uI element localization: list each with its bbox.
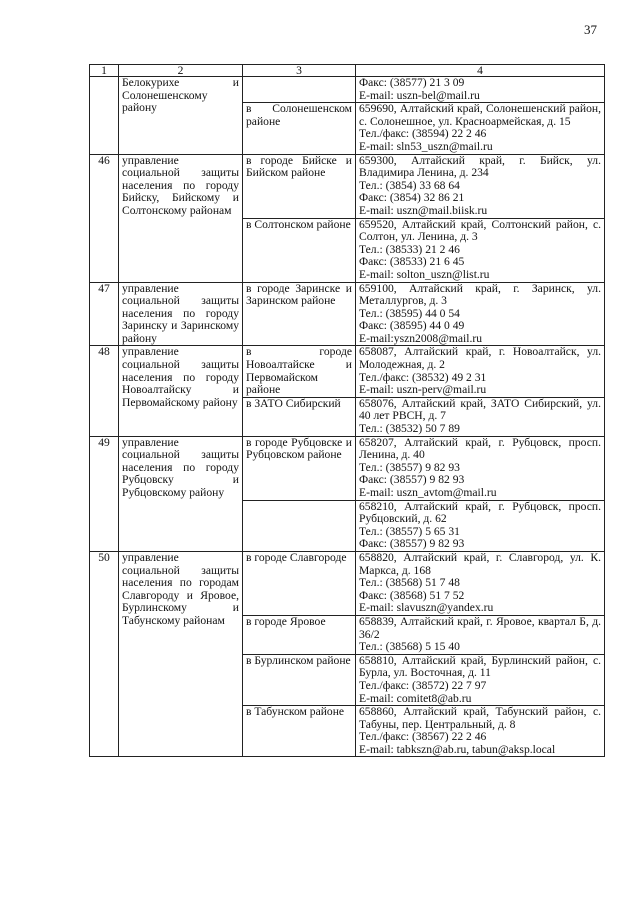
contact-line: Факс: (3854) 32 86 21 (359, 191, 465, 205)
table-row (90, 346, 605, 397)
contact-line: Тел.: (38595) 44 0 54 (359, 306, 460, 320)
contact-line: E-mail: uszn_avtom@mail.ru (359, 486, 497, 499)
district-name: в городе Новоалтайске и Первомайском районе (243, 346, 356, 397)
contact-info (356, 103, 605, 154)
contact-line: E-mail: tabkszn@ab.ru, tabun@aksp.local (359, 742, 556, 756)
contact-line: Тел.: (38532) 50 7 89 (359, 422, 460, 436)
contact-info (356, 706, 605, 757)
contact-line: 658087, Алтайский край, г. Новоалтайск, ул. Молодежная, д. 2 (359, 345, 601, 372)
contact-line: Тел./факс: (38572) 22 7 97 (359, 678, 487, 692)
row-number (90, 77, 119, 155)
contact-line: Тел.: (38557) 9 82 93 (359, 460, 460, 474)
column-header-4: 4 (356, 65, 605, 77)
table-row (90, 282, 605, 346)
district-name (243, 500, 356, 551)
column-header-2: 2 (119, 65, 243, 77)
contact-line: 658820, Алтайский край, г. Славгород, ул. К. Маркса, д. 168 (359, 550, 601, 577)
department-name: управление социальной защиты населения по городу Бийску, Бийскому и Солтонскому районам (119, 154, 243, 282)
district-name: в ЗАТО Сибирский (243, 397, 356, 436)
contact-info (356, 436, 605, 500)
contact-info (356, 346, 605, 397)
page-number: 37 (584, 22, 597, 37)
district-name: в городе Яровое (243, 615, 356, 654)
contact-line: Тел.: (3854) 33 68 64 (359, 178, 460, 192)
district-name: в городе Славгороде (243, 551, 356, 615)
contact-line: Тел./факс: (38594) 22 2 46 (359, 127, 487, 141)
contact-line: E-mail: sln53_uszn@mail.ru (359, 139, 493, 153)
table-row (90, 154, 605, 218)
contact-line: 659100, Алтайский край, г. Заринск, ул. Металлургов, д. 3 (359, 281, 601, 308)
contact-line: E-mail: slavuszn@yandex.ru (359, 601, 494, 615)
contact-line: Тел.: (38568) 51 7 48 (359, 576, 460, 590)
contact-line: Тел./факс: (38567) 22 2 46 (359, 730, 487, 744)
contact-line: Факс: (38533) 21 6 45 (359, 255, 465, 269)
contact-line: Факс: (38568) 51 7 52 (359, 588, 465, 602)
contact-line: Тел.: (38568) 5 15 40 (359, 640, 460, 654)
district-name: в Солонешенском районе (243, 103, 356, 154)
district-name (243, 77, 356, 103)
social-protection-table (89, 64, 605, 757)
district-name: в городе Бийске и Бийском районе (243, 154, 356, 218)
contact-line: 658210, Алтайский край, г. Рубцовск, просп. Рубцовский, д. 62 (359, 499, 601, 526)
contact-line: Тел./факс: (38532) 49 2 31 (359, 370, 487, 384)
contact-line: 658076, Алтайский край, ЗАТО Сибирский, ул. 40 лет РВСН, д. 7 (359, 396, 601, 423)
contact-line: Факс: (38557) 9 82 93 (359, 473, 465, 487)
contact-line: Факс: (38595) 44 0 49 (359, 319, 465, 333)
district-name: в Бурлинском районе (243, 654, 356, 705)
column-header-3: 3 (243, 65, 356, 77)
contact-line: 658839, Алтайский край, г. Яровое, квартал Б, д. 36/2 (359, 614, 601, 641)
department-name: управление социальной защиты населения по городу Заринску и Заринскому району (119, 282, 243, 346)
table-row (90, 77, 605, 103)
column-header-1: 1 (90, 65, 119, 77)
table-body (90, 65, 605, 757)
contact-info (356, 551, 605, 615)
contact-line: 658810, Алтайский край, Бурлинский район, с. Бурла, ул. Восточная, д. 11 (359, 653, 601, 680)
contact-line: 659300, Алтайский край, г. Бийск, ул. Владимира Ленина, д. 234 (359, 153, 601, 180)
row-number: 47 (90, 282, 119, 346)
department-name: управление социальной защиты населения по городу Новоалтайску и Первомайскому району (119, 346, 243, 436)
department-name: управление социальной защиты населения по городу Рубцовску и Рубцовскому району (119, 436, 243, 551)
department-name: управление социальной защиты населения по городам Славгороду и Яровое, Бурлинскому и Табунскому районам (119, 551, 243, 757)
contact-info (356, 397, 605, 436)
contact-info (356, 654, 605, 705)
district-name: в Солтонском районе (243, 218, 356, 282)
contact-info (356, 615, 605, 654)
contact-line: Факс: (38557) 9 82 93 (359, 537, 465, 551)
contact-line: E-mail:yszn2008@mail.ru (359, 331, 483, 345)
contact-line: E-mail: comitet8@ab.ru (359, 691, 472, 705)
contact-info (356, 218, 605, 282)
department-name: Белокурихе и Солонешенскому району (119, 77, 243, 155)
table-header-row (90, 65, 605, 77)
contact-line: E-mail: uszn-bel@mail.ru (359, 88, 480, 102)
row-number: 50 (90, 551, 119, 757)
contact-line: E-mail: solton_uszn@list.ru (359, 267, 490, 281)
contact-line: Факс: (38577) 21 3 09 (359, 76, 465, 89)
contact-line: E-mail: uszn@mail.biisk.ru (359, 203, 488, 217)
district-name: в городе Рубцовске и Рубцовском районе (243, 436, 356, 500)
district-name: в Табунском районе (243, 706, 356, 757)
district-name: в городе Заринске и Заринском районе (243, 282, 356, 346)
contact-line: 659690, Алтайский край, Солонешенский район, с. Солонешное, ул. Красноармейская, д. 15 (359, 102, 601, 128)
row-number: 46 (90, 154, 119, 282)
contact-line: Тел.: (38557) 5 65 31 (359, 524, 460, 538)
table-row (90, 436, 605, 500)
contact-line: 658860, Алтайский край, Табунский район, с. Табуны, пер. Центральный, д. 8 (359, 705, 601, 731)
contact-info (356, 154, 605, 218)
contact-line: E-mail: uszn-perv@mail.ru (359, 383, 487, 397)
contact-info (356, 500, 605, 551)
contact-info (356, 282, 605, 346)
row-number: 48 (90, 346, 119, 436)
contact-line: 658207, Алтайский край, г. Рубцовск, просп. Ленина, д. 40 (359, 435, 601, 462)
contact-line: Тел.: (38533) 21 2 46 (359, 242, 460, 256)
row-number: 49 (90, 436, 119, 551)
contact-info (356, 77, 605, 103)
table-row (90, 551, 605, 615)
contact-line: 659520, Алтайский край, Солтонский район, с. Солтон, ул. Ленина, д. 3 (359, 217, 601, 244)
